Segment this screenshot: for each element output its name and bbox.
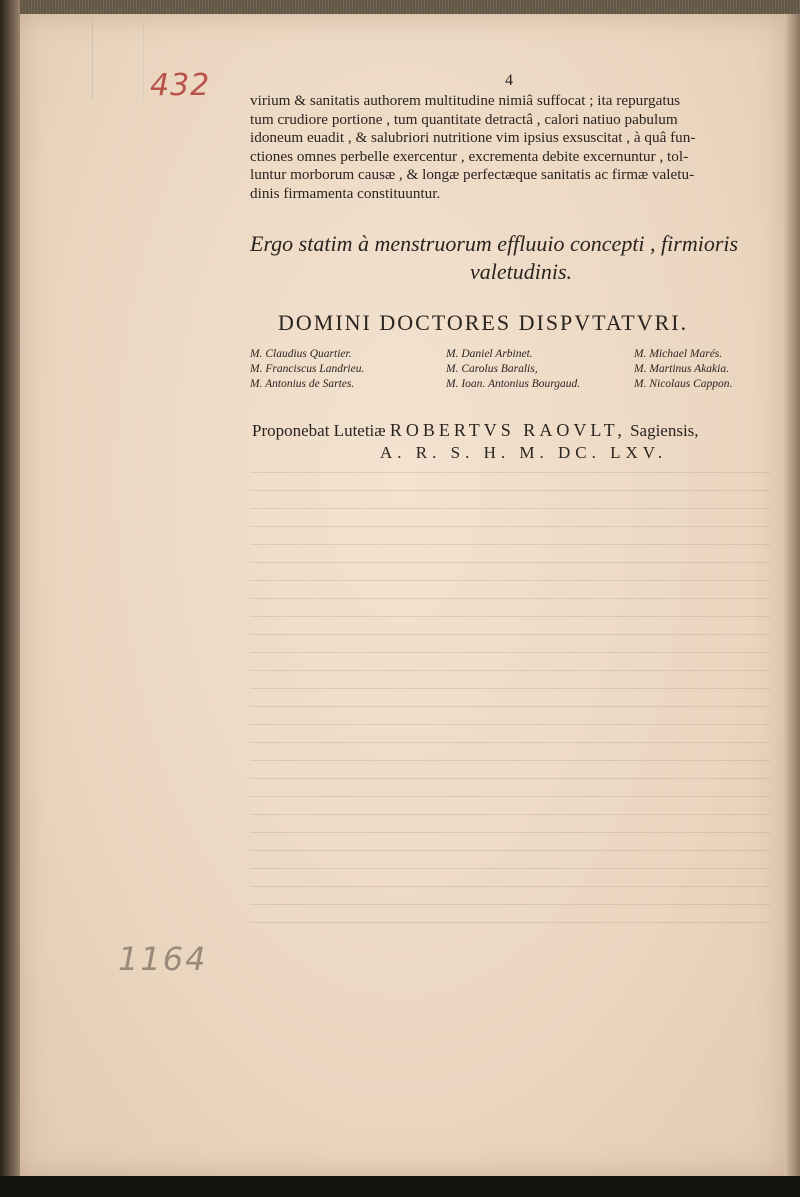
page-right-edge — [784, 14, 800, 1176]
doctors-row — [250, 363, 780, 378]
proponebat-block — [252, 420, 772, 463]
paragraph-line: idoneum euadit , & salubriori nutritione vim ipsius exsuscitat , à quâ fun- — [250, 129, 696, 146]
paragraph-line: dinis firmamenta constituuntur. — [250, 184, 441, 202]
thesis-line: valetudinis. — [470, 259, 573, 284]
thesis-line: Ergo statim à menstruorum effluuio concepti , firmioris — [250, 231, 739, 256]
doctors-row — [250, 348, 780, 363]
doctors-list — [250, 348, 780, 393]
page-number: 4 — [505, 72, 513, 89]
background-bottom — [0, 1176, 800, 1197]
paragraph-line: ctiones omnes perbelle exercentur , excrementa debite excernuntur , tol- — [250, 147, 689, 165]
date-line: A. R. S. H. M. DC. LXV. — [380, 443, 668, 462]
doctor-name: M. Martinus Akakia. — [634, 363, 729, 375]
handwritten-folio-number: 432 — [150, 68, 211, 103]
doctor-name: M. Carolus Baralis, — [446, 363, 538, 375]
paragraph-line: virium & sanitatis authorem multitudine nimiâ suffocat ; ita repurgatus — [250, 92, 681, 109]
pencil-sketch-mark — [92, 20, 144, 100]
thesis-conclusion — [250, 230, 790, 286]
book-spine-edge — [0, 0, 20, 1197]
doctor-name: M. Claudius Quartier. — [250, 348, 352, 360]
doctor-name: M. Michael Marés. — [634, 348, 723, 360]
show-through-text — [250, 460, 770, 940]
doctor-name: M. Franciscus Landrieu. — [250, 363, 365, 375]
handwritten-pencil-number: 1164 — [118, 940, 208, 978]
paragraph-line: luntur morborum causæ , & longæ perfectæque sanitatis ac firmæ valetu- — [250, 166, 695, 183]
doctor-name: M. Antonius de Sartes. — [250, 378, 355, 390]
paragraph-line: tum crudiore portione , tum quantitate detractâ , calori natiuo pabulum — [250, 110, 678, 128]
doctors-row — [250, 378, 780, 393]
doctor-name: M. Nicolaus Cappon. — [634, 378, 733, 390]
body-paragraph — [250, 92, 770, 203]
doctor-name: M. Daniel Arbinet. — [446, 348, 533, 360]
doctors-heading: DOMINI DOCTORES DISPVTATVRI. — [278, 310, 689, 335]
author-name: ROBERTVS RAOVLT, — [389, 420, 626, 440]
author-origin: Sagiensis, — [630, 421, 699, 440]
proponebat-line — [252, 420, 772, 441]
doctor-name: M. Ioan. Antonius Bourgaud. — [446, 378, 581, 390]
proponebat-prefix: Proponebat Lutetiæ — [252, 421, 386, 440]
